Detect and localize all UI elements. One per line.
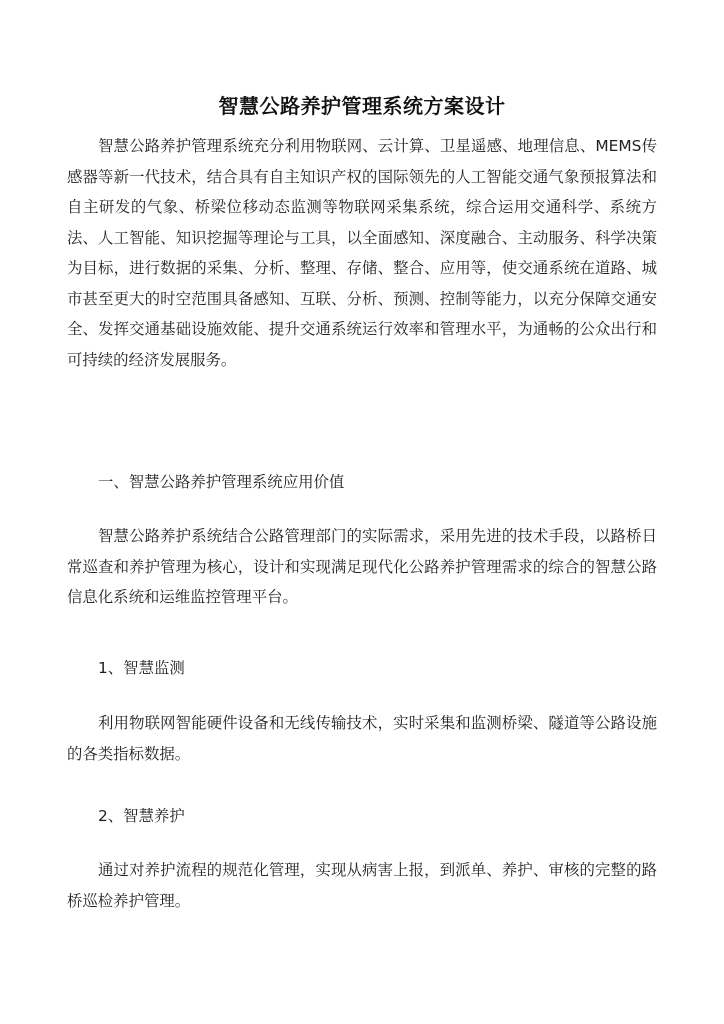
document-title: 智慧公路养护管理系统方案设计 [218, 94, 506, 118]
section-heading-application-value: 一、智慧公路养护管理系统应用价值 [98, 473, 345, 491]
item-paragraph-smart-maintenance: 通过对养护流程的规范化管理，实现从病害上报，到派单、养护、审核的完整的路桥巡检养护管理。 [67, 861, 657, 910]
item-heading-smart-maintenance: 2、智慧养护 [98, 807, 185, 825]
item-paragraph-smart-monitoring: 利用物联网智能硬件设备和无线传输技术，实时采集和监测桥梁、隧道等公路设施的各类指标数据。 [67, 714, 657, 763]
intro-paragraph: 智慧公路养护管理系统充分利用物联网、云计算、卫星遥感、地理信息、MEMS传感器等新一代技术，结合具有自主知识产权的国际领先的人工智能交通气象预报算法和自主研发的气象、桥梁位移动态监测等物联网采集系统，综合运用交通科学、系统方法、人工智能、知识挖掘等理论与工具，以全面感知、深度融合、主动服务、科学决策为目标，进行数据的采集、分析、整理、存储、整合、应用等，使交通系统在道路、城市甚至更大的时空范围具备感知、互联、分析、预测、控制等能力，以充分保障交通安全、发挥交通基础设施效能、提升交通系统运行效率和管理水平，为通畅的公众出行和可持续的经济发展服务。 [67, 137, 657, 369]
item-heading-smart-monitoring: 1、智慧监测 [98, 659, 185, 677]
section-paragraph-application-value: 智慧公路养护系统结合公路管理部门的实际需求，采用先进的技术手段，以路桥日常巡查和养护管理为核心，设计和实现满足现代化公路养护管理需求的综合的智慧公路信息化系统和运维监控管理平台。 [67, 527, 657, 606]
